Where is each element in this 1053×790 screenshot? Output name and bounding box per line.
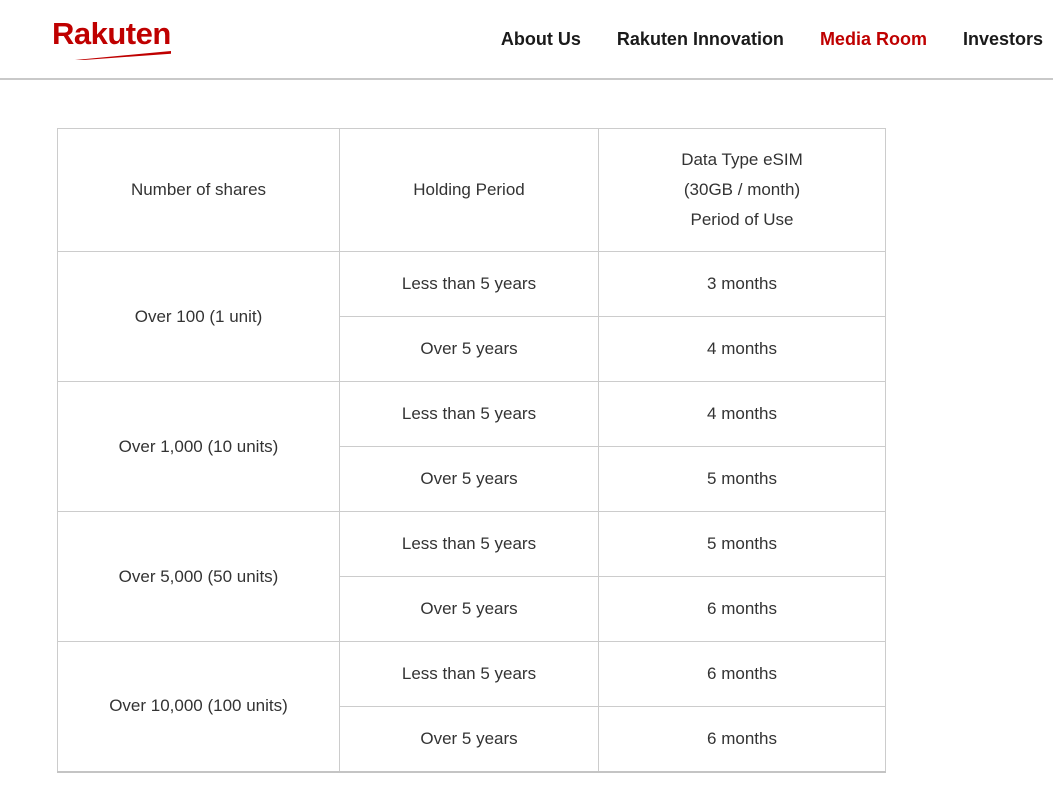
table-row <box>58 642 886 707</box>
shares-cell: Over 5,000 (50 units) <box>58 512 340 642</box>
col-header-line-2: (30GB / month) <box>683 180 801 199</box>
rakuten-logo-text: Rakuten <box>52 16 171 51</box>
main-content <box>0 80 1053 773</box>
rakuten-underline-icon <box>75 51 171 60</box>
table-header-row <box>58 129 886 252</box>
col-header-line-3: Period of Use <box>690 210 794 229</box>
site-header <box>0 0 1053 80</box>
period-cell: 4 months <box>599 382 886 447</box>
holding-cell: Over 5 years <box>340 707 599 772</box>
table-row <box>58 512 886 577</box>
period-cell: 5 months <box>599 447 886 512</box>
rakuten-logo[interactable] <box>52 18 171 60</box>
table-row <box>58 382 886 447</box>
holding-cell: Less than 5 years <box>340 642 599 707</box>
benefits-table <box>57 128 886 773</box>
col-header-number-of-shares: Number of shares <box>58 129 340 252</box>
nav-item-media-room[interactable]: Media Room <box>819 28 927 49</box>
holding-cell: Less than 5 years <box>340 512 599 577</box>
nav-item-investors[interactable]: Investors <box>962 28 1043 49</box>
holding-cell: Over 5 years <box>340 577 599 642</box>
holding-cell: Less than 5 years <box>340 252 599 317</box>
table-row <box>58 252 886 317</box>
nav-item-rakuten-innovation[interactable]: Rakuten Innovation <box>616 28 784 49</box>
period-cell: 5 months <box>599 512 886 577</box>
shares-cell: Over 100 (1 unit) <box>58 252 340 382</box>
period-cell: 6 months <box>599 707 886 772</box>
period-cell: 6 months <box>599 642 886 707</box>
shares-cell: Over 1,000 (10 units) <box>58 382 340 512</box>
benefits-table-body <box>58 252 886 772</box>
main-nav <box>501 29 1043 50</box>
period-cell: 6 months <box>599 577 886 642</box>
col-header-line-1: Data Type eSIM <box>681 150 803 169</box>
holding-cell: Less than 5 years <box>340 382 599 447</box>
col-header-holding-period: Holding Period <box>340 129 599 252</box>
nav-item-about-us[interactable]: About Us <box>500 28 581 49</box>
period-cell: 3 months <box>599 252 886 317</box>
col-header-period-of-use <box>599 129 886 252</box>
shares-cell: Over 10,000 (100 units) <box>58 642 340 772</box>
period-cell: 4 months <box>599 317 886 382</box>
holding-cell: Over 5 years <box>340 447 599 512</box>
holding-cell: Over 5 years <box>340 317 599 382</box>
